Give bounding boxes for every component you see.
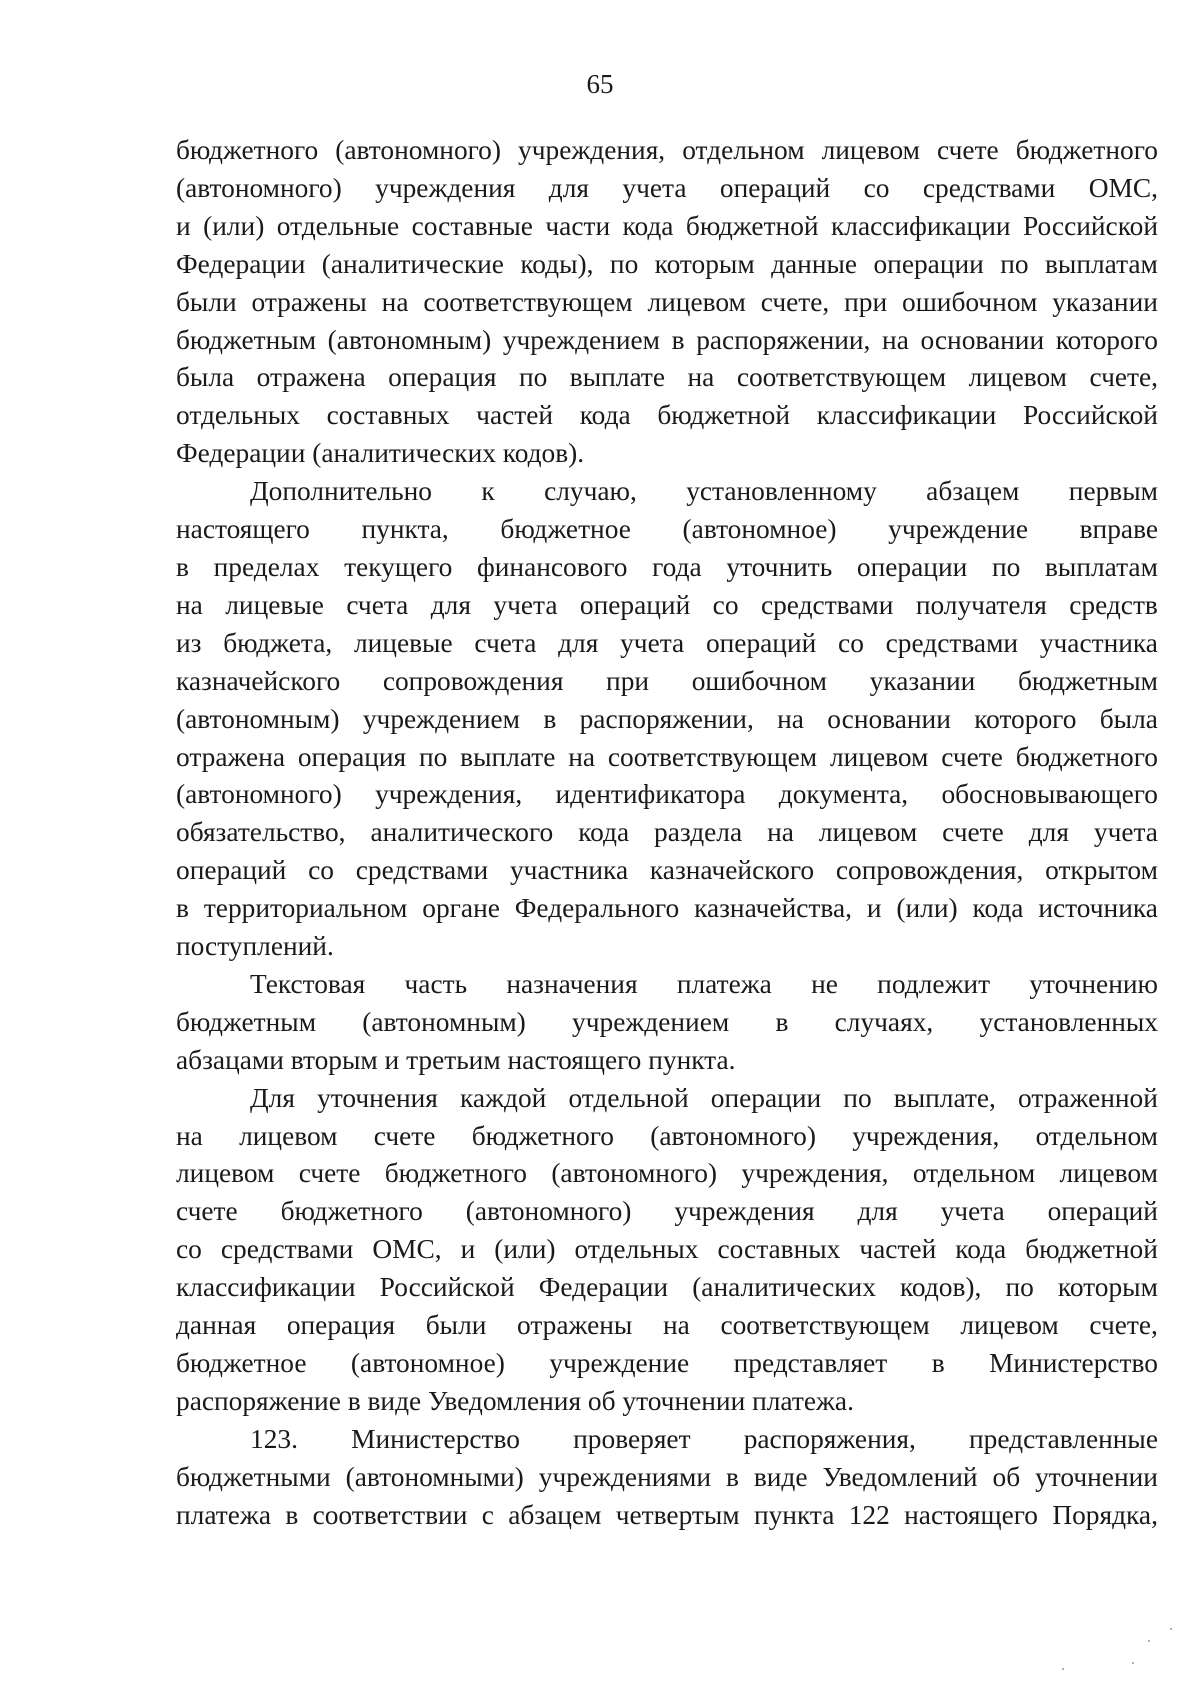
- paragraph-clarification: [176, 1080, 1158, 1421]
- text-line: бюджетным (автономным) учреждением в распоряжении, на основании которого: [176, 324, 1158, 355]
- text-line: распоряжение в виде Уведомления об уточнении платежа.: [176, 1385, 854, 1416]
- text-line: со средствами ОМС, и (или) отдельных составных частей кода бюджетной: [176, 1234, 1158, 1265]
- text-line: отдельных составных частей кода бюджетной классификации Российской: [176, 400, 1158, 431]
- text-line: операций со средствами участника казначейского сопровождения, открытом: [176, 855, 1158, 886]
- text-line: платежа в соответствии с абзацем четвертым пункта 122 настоящего Порядка,: [176, 1499, 1158, 1530]
- text-line: отражена операция по выплате на соответствующем лицевом счете бюджетного: [176, 741, 1158, 772]
- paragraph-text-part: [176, 966, 1158, 1080]
- scan-speck: [1062, 1668, 1064, 1670]
- text-line: бюджетное (автономное) учреждение представляет в Министерство: [176, 1348, 1158, 1378]
- text-line: абзацами вторым и третьим настоящего пункта.: [176, 1044, 736, 1075]
- text-line: была отражена операция по выплате на соответствующем лицевом счете,: [176, 362, 1158, 393]
- scan-speck: [1170, 1628, 1172, 1630]
- text-line: на лицевом счете бюджетного (автономного) учреждения, отдельном: [176, 1120, 1158, 1151]
- text-line: настоящего пункта, бюджетное (автономное) учреждение вправе: [176, 514, 1158, 545]
- text-line: в территориальном органе Федерального казначейства, и (или) кода источника: [176, 893, 1158, 924]
- text-line: Для уточнения каждой отдельной операции по выплате, отраженной: [250, 1082, 1158, 1113]
- text-line: бюджетным (автономным) учреждением в случаях, установленных: [176, 1006, 1158, 1037]
- paragraph-item-123: [176, 1421, 1158, 1535]
- scan-speck: [1148, 1640, 1150, 1642]
- text-line: (автономного) учреждения, идентификатора документа, обосновывающего: [176, 779, 1158, 810]
- page-number: 65: [586, 69, 614, 99]
- text-line: Текстовая часть назначения платежа не подлежит уточнению: [250, 968, 1158, 999]
- text-line: из бюджета, лицевые счета для учета операций со средствами участника: [176, 627, 1158, 658]
- text-line: и (или) отдельные составные части кода бюджетной классификации Российской: [176, 210, 1158, 241]
- text-line: поступлений.: [176, 931, 334, 962]
- text-line: на лицевые счета для учета операций со средствами получателя средств: [176, 589, 1158, 620]
- text-line: бюджетного (автономного) учреждения, отдельном лицевом счете бюджетного: [176, 135, 1158, 165]
- text-line: обязательство, аналитического кода раздела на лицевом счете для учета: [176, 817, 1158, 848]
- paragraph-continuation: [176, 132, 1158, 473]
- text-line: (автономным) учреждением в распоряжении, на основании которого была: [176, 703, 1158, 734]
- text-line: Федерации (аналитических кодов).: [176, 438, 585, 469]
- text-line: бюджетными (автономными) учреждениями в виде Уведомлений об уточнении: [176, 1461, 1158, 1492]
- text-line: данная операция были отражены на соответствующем лицевом счете,: [176, 1310, 1158, 1341]
- text-line: Федерации (аналитические коды), по которым данные операции по выплатам: [176, 248, 1158, 279]
- text-line: классификации Российской Федерации (аналитических кодов), по которым: [176, 1272, 1158, 1303]
- body-text: [176, 132, 1158, 1535]
- text-line: 123. Министерство проверяет распоряжения, представленные: [250, 1423, 1158, 1454]
- text-line: казначейского сопровождения при ошибочном указании бюджетным: [176, 665, 1158, 696]
- paragraph-additional: [176, 473, 1158, 966]
- text-line: в пределах текущего финансового года уточнить операции по выплатам: [176, 551, 1158, 582]
- text-line: (автономного) учреждения для учета операций со средствами ОМС,: [176, 172, 1158, 203]
- text-line: лицевом счете бюджетного (автономного) учреждения, отдельном лицевом: [176, 1158, 1158, 1189]
- scan-speck: [1132, 1662, 1134, 1664]
- text-line: были отражены на соответствующем лицевом счете, при ошибочном указании: [176, 286, 1158, 317]
- text-line: счете бюджетного (автономного) учреждения для учета операций: [176, 1196, 1158, 1227]
- text-line: Дополнительно к случаю, установленному абзацем первым: [250, 476, 1158, 507]
